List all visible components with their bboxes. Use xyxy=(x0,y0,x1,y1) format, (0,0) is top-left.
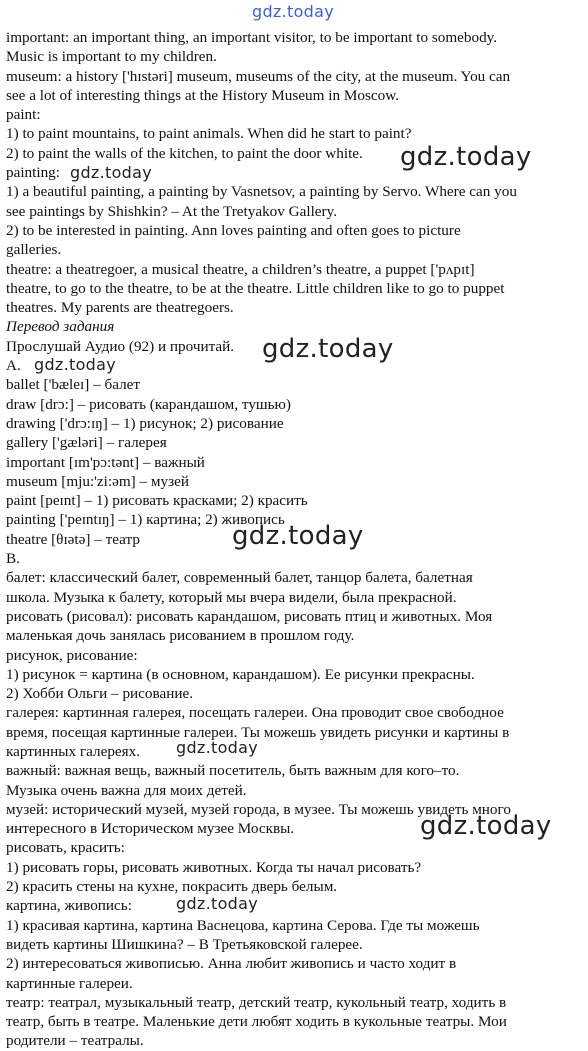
text-line: важный: важная вещь, важный посетитель, быть важным для кого–то. xyxy=(6,762,460,780)
text-line: 1) рисовать горы, рисовать животных. Когда ты начал рисовать? xyxy=(6,858,422,876)
text-line: рисунок, рисование: xyxy=(6,646,138,664)
watermark: gdz.today xyxy=(176,738,258,757)
text-line: видеть картины Шишкина? – В Третьяковской галерее. xyxy=(6,935,363,953)
text-line: рисовать (рисовал): рисовать карандашом, рисовать птиц и животных. Моя xyxy=(6,607,493,625)
watermark: gdz.today xyxy=(400,142,532,172)
text-line: theatre, to go to the theatre, to be at the theatre. Little children like to go to puppet xyxy=(6,279,505,297)
document-body xyxy=(6,28,580,1051)
text-line: museum: a history ['hɪstəri] museum, museums of the city, at the museum. You can xyxy=(6,67,511,85)
text-line: картинных галереях. xyxy=(6,742,141,760)
text-line: gallery ['gæləri] – галерея xyxy=(6,434,167,452)
text-line: see a lot of interesting things at the History Museum in Moscow. xyxy=(6,86,399,104)
text-line: painting ['peɪntɪŋ] – 1) картина; 2) живопись xyxy=(6,511,285,529)
text-line: интересного в Историческом музее Москвы. xyxy=(6,820,295,838)
text-line: painting: xyxy=(6,164,60,182)
text-line: museum [mju:'zi:əm] – музей xyxy=(6,472,189,490)
text-line: important [ɪm'pɔ:tənt] – важный xyxy=(6,453,205,471)
text-line: картина, живопись: xyxy=(6,897,132,915)
text-line: Music is important to my children. xyxy=(6,48,217,66)
text-line: маленькая дочь занялась рисованием в прошлом году. xyxy=(6,627,355,645)
watermark: gdz.today xyxy=(70,163,152,182)
section-heading: Перевод задания xyxy=(6,318,115,336)
text-line: theatre [θɪətə] – театр xyxy=(6,530,140,548)
text-line: 2) to be interested in painting. Ann loves painting and often goes to picture xyxy=(6,221,461,239)
text-line: родители – театралы. xyxy=(6,1032,144,1050)
text-line: 1) красивая картина, картина Васнецова, картина Серова. Где ты можешь xyxy=(6,916,480,934)
text-line: theatres. My parents are theatregoers. xyxy=(6,299,234,317)
text-line: important: an important thing, an important visitor, to be important to somebody. xyxy=(6,29,498,46)
text-line: музей: исторический музей, музей города, в музее. Ты можешь увидеть много xyxy=(6,800,511,818)
text-line: галерея: картинная галерея, посещать галереи. Она проводит свое свободное xyxy=(6,704,504,722)
watermark: gdz.today xyxy=(176,894,258,913)
text-line: draw [drɔ:] – рисовать (карандашом, тушью) xyxy=(6,395,291,413)
text-line: A. xyxy=(6,357,21,375)
text-line: театр, быть в театре. Маленькие дети любят ходить в кукольные театры. Мои xyxy=(6,1013,507,1031)
text-line: 1) to paint mountains, to paint animals. When did he start to paint? xyxy=(6,125,412,143)
text-line: drawing ['drɔ:ɪŋ] – 1) рисунок; 2) рисование xyxy=(6,414,284,432)
watermark: gdz.today xyxy=(232,521,364,551)
text-line: B. xyxy=(6,550,20,568)
text-line: galleries. xyxy=(6,241,62,259)
text-line: картинные галереи. xyxy=(6,974,133,992)
text-line: theatre: a theatregoer, a musical theatre, a children’s theatre, a puppet ['pʌpɪt] xyxy=(6,260,475,278)
text-line: 2) красить стены на кухне, покрасить дверь белым. xyxy=(6,878,338,896)
text-line: 1) a beautiful painting, a painting by Vasnetsov, a painting by Servo. Where can you xyxy=(6,183,517,201)
text-line: 2) to paint the walls of the kitchen, to paint the door white. xyxy=(6,144,363,162)
text-line: 1) рисунок = картина (в основном, карандашом). Ее рисунки прекрасны. xyxy=(6,665,475,683)
text-line: Музыка очень важна для моих детей. xyxy=(6,781,247,799)
text-line: 2) Хобби Ольги – рисование. xyxy=(6,685,194,703)
watermark: gdz.today xyxy=(262,334,394,364)
text-line: время, посещая картинные галереи. Ты можешь увидеть рисунки и картины в xyxy=(6,723,510,741)
text-line: рисовать, красить: xyxy=(6,839,125,857)
text-line: paint [peɪnt] – 1) рисовать красками; 2) красить xyxy=(6,492,308,510)
text-line: 2) интересоваться живописью. Анна любит живопись и часто ходит в xyxy=(6,955,457,973)
watermark: gdz.today xyxy=(34,355,116,374)
text-line: театр: театрал, музыкальный театр, детский театр, кукольный театр, ходить в xyxy=(6,993,507,1011)
text-line: paint: xyxy=(6,106,41,124)
text-line: школа. Музыка к балету, который мы вчера видели, была прекрасной. xyxy=(6,588,457,606)
watermark-top: gdz.today xyxy=(252,2,334,21)
text-line: ballet ['bæleɪ] – балет xyxy=(6,376,141,394)
text-line: Прослушай Аудио (92) и прочитай. xyxy=(6,337,235,355)
text-line: see paintings by Shishkin? – At the Tretyakov Gallery. xyxy=(6,202,338,220)
text-line: балет: классический балет, современный балет, танцор балета, балетная xyxy=(6,569,473,587)
watermark: gdz.today xyxy=(420,811,552,841)
